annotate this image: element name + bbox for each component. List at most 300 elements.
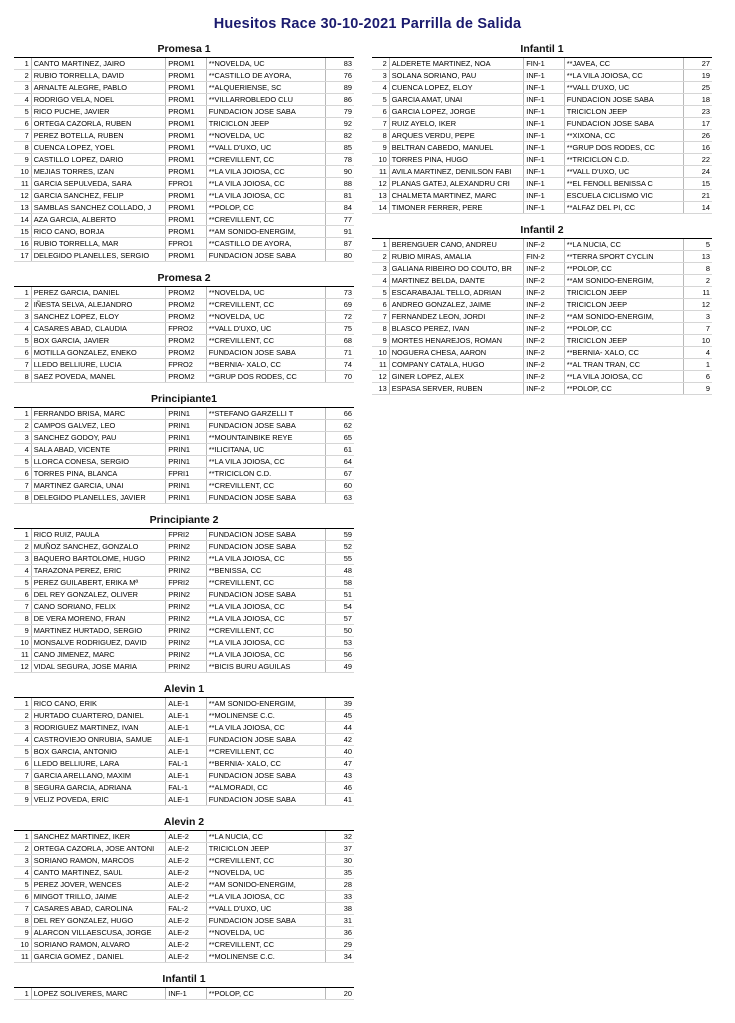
rider-name: SANCHEZ GODOY, PAU [31,432,166,444]
table-row [14,371,354,383]
rider-name: RODRIGUEZ MARTINEZ, IVAN [31,722,166,734]
table-row [372,166,712,178]
table-row [14,238,354,250]
rider-position: 3 [372,263,389,275]
rider-position: 17 [14,250,31,262]
table-row [372,311,712,323]
rider-team: **CREVILLENT, CC [206,154,325,166]
rider-number: 54 [326,601,354,613]
table-row [14,649,354,661]
rider-number: 41 [326,794,354,806]
rider-team: FUNDACION JOSE SABA [206,106,325,118]
rider-category: PROM1 [166,130,206,142]
rider-position: 9 [14,927,31,939]
table-row [14,565,354,577]
rider-number: 91 [326,226,354,238]
rider-category: PROM1 [166,226,206,238]
rider-category: FPRO1 [166,238,206,250]
rider-category: PROM1 [166,166,206,178]
rider-category: PRIN2 [166,625,206,637]
table-row [372,106,712,118]
rider-position: 2 [372,251,389,263]
rider-position: 5 [14,879,31,891]
rider-name: SAEZ POVEDA, MANEL [31,371,166,383]
rider-category: ALE-2 [166,867,206,879]
rider-number: 92 [326,118,354,130]
table-row [14,951,354,963]
rider-name: DELEGIDO PLANELLES, SERGIO [31,250,166,262]
rider-name: CASARES ABAD, CLAUDIA [31,323,166,335]
rider-name: RICO RUIZ, PAULA [31,529,166,541]
rider-name: CHALMETA MARTINEZ, MARC [389,190,524,202]
table-row [14,70,354,82]
rider-team: **POLOP, CC [564,383,683,395]
table-row [14,879,354,891]
rider-category: INF-2 [524,347,564,359]
table-row [372,335,712,347]
rider-name: ARQUES VERDU, PEPE [389,130,524,142]
rider-name: PEREZ JOVER, WENCES [31,879,166,891]
rider-number: 15 [684,178,712,190]
rider-number: 36 [326,927,354,939]
rider-team: **POLOP, CC [206,988,325,1000]
rider-position: 12 [14,190,31,202]
rider-name: IÑESTA SELVA, ALEJANDRO [31,299,166,311]
rider-position: 5 [14,456,31,468]
table-row [372,359,712,371]
rider-number: 49 [326,661,354,673]
table-row [14,408,354,420]
rider-team: **POLOP, CC [564,263,683,275]
rider-number: 7 [684,323,712,335]
table-row [372,287,712,299]
rider-name: LLEDO BELLIURE, LARA [31,758,166,770]
rider-position: 8 [372,130,389,142]
table-row [14,311,354,323]
table-row [14,927,354,939]
rider-category: PROM1 [166,202,206,214]
rider-position: 2 [14,843,31,855]
rider-name: RUBIO TORRELLA, DAVID [31,70,166,82]
table-row [14,323,354,335]
table-row [14,541,354,553]
rider-number: 52 [326,541,354,553]
rider-category: ALE-2 [166,831,206,843]
startlist-table [14,408,354,504]
rider-name: RUBIO MIRAS, AMALIA [389,251,524,263]
rider-category: INF-1 [524,142,564,154]
table-row [14,855,354,867]
table-row [14,625,354,637]
rider-team: **LA VILA JOIOSA, CC [206,613,325,625]
table-row [14,154,354,166]
rider-team: **AM SONIDO-ENERGIM, [564,275,683,287]
rider-name: MINGOT TRILLO, JAIME [31,891,166,903]
table-row [14,782,354,794]
rider-category: FPRI1 [166,468,206,480]
rider-number: 11 [684,287,712,299]
rider-category: ALE-2 [166,879,206,891]
rider-category: INF-2 [524,263,564,275]
rider-category: PROM2 [166,371,206,383]
rider-number: 21 [684,190,712,202]
startlist-table [14,831,354,963]
rider-number: 47 [326,758,354,770]
rider-position: 4 [372,275,389,287]
rider-name: TORRES PINA, HUGO [389,154,524,166]
rider-number: 31 [326,915,354,927]
rider-position: 8 [14,371,31,383]
category-block [14,42,354,262]
rider-category: FIN-2 [524,251,564,263]
rider-position: 10 [14,166,31,178]
rider-name: BERENGUER CANO, ANDREU [389,239,524,251]
rider-team: **LA VILA JOIOSA, CC [206,178,325,190]
rider-team: **VALL D'UXO, UC [206,323,325,335]
rider-category: PROM1 [166,214,206,226]
rider-number: 78 [326,154,354,166]
rider-team: **CREVILLENT, CC [206,746,325,758]
startlist-table [14,698,354,806]
rider-category: INF-2 [524,299,564,311]
table-row [14,420,354,432]
category-title: Alevin 1 [14,682,354,698]
rider-category: INF-2 [524,287,564,299]
rider-number: 2 [684,275,712,287]
rider-team: FUNDACION JOSE SABA [564,94,683,106]
category-block [14,392,354,504]
rider-name: SANCHEZ MARTINEZ, IKER [31,831,166,843]
rider-team: **BICIS BURU AGUILAS [206,661,325,673]
rider-name: MEJIAS TORRES, IZAN [31,166,166,178]
rider-category: PRIN2 [166,541,206,553]
rider-team: **AM SONIDO-ENERGIM, [206,879,325,891]
rider-category: PROM1 [166,94,206,106]
table-row [372,154,712,166]
rider-number: 51 [326,589,354,601]
rider-category: PRIN2 [166,637,206,649]
rider-team: **LA VILA JOIOSA, CC [564,70,683,82]
rider-category: FPRO2 [166,359,206,371]
rider-number: 57 [326,613,354,625]
table-row [14,891,354,903]
rider-category: PROM2 [166,299,206,311]
rider-position: 9 [14,625,31,637]
rider-category: ALE-2 [166,891,206,903]
table-row [372,347,712,359]
rider-number: 4 [684,347,712,359]
table-row [14,710,354,722]
table-row [14,94,354,106]
rider-position: 2 [14,710,31,722]
table-row [372,58,712,70]
rider-category: PRIN2 [166,661,206,673]
rider-name: CUENCA LOPEZ, ELOY [389,82,524,94]
rider-team: **NOVELDA, UC [206,867,325,879]
rider-number: 85 [326,142,354,154]
table-row [14,106,354,118]
left-column [14,42,354,1000]
rider-team: **CASTILLO DE AYORA, [206,70,325,82]
rider-number: 30 [326,855,354,867]
table-row [372,275,712,287]
rider-position: 3 [14,432,31,444]
table-row [14,166,354,178]
rider-number: 42 [326,734,354,746]
rider-position: 7 [14,903,31,915]
category-title: Infantil 2 [372,223,712,239]
startlist-table [372,239,712,395]
rider-number: 17 [684,118,712,130]
table-row [14,250,354,262]
rider-category: PROM1 [166,190,206,202]
table-row [14,202,354,214]
table-row [14,722,354,734]
rider-number: 26 [684,130,712,142]
rider-category: INF-2 [524,275,564,287]
rider-team: **LA VILA JOIOSA, CC [206,601,325,613]
rider-category: PROM1 [166,154,206,166]
rider-team: FUNDACION JOSE SABA [206,347,325,359]
rider-team: **BENISSA, CC [206,565,325,577]
rider-team: **VALL D'UXO, UC [564,166,683,178]
rider-category: FAL-1 [166,758,206,770]
rider-position: 11 [372,166,389,178]
right-column [372,42,712,395]
rider-name: FERRANDO BRISA, MARC [31,408,166,420]
rider-category: PRIN2 [166,553,206,565]
rider-team: FUNDACION JOSE SABA [206,420,325,432]
rider-number: 72 [326,311,354,323]
rider-position: 10 [372,154,389,166]
rider-team: **CREVILLENT, CC [206,299,325,311]
rider-position: 9 [372,335,389,347]
rider-number: 61 [326,444,354,456]
rider-number: 10 [684,335,712,347]
rider-number: 33 [326,891,354,903]
rider-number: 12 [684,299,712,311]
rider-position: 12 [372,371,389,383]
startlist-table [14,988,354,1000]
category-title: Infantil 1 [372,42,712,58]
rider-category: FAL-1 [166,782,206,794]
rider-position: 7 [372,118,389,130]
rider-position: 8 [14,492,31,504]
rider-team: **AM SONIDO-ENERGIM, [206,226,325,238]
rider-position: 2 [372,58,389,70]
rider-name: SALA ABAD, VICENTE [31,444,166,456]
rider-category: PROM1 [166,58,206,70]
category-block [14,972,354,1000]
rider-team: FUNDACION JOSE SABA [206,794,325,806]
rider-number: 89 [326,82,354,94]
rider-number: 24 [684,166,712,178]
rider-name: CANTO MARTINEZ, SAUL [31,867,166,879]
rider-team: **CREVILLENT, CC [206,480,325,492]
table-row [14,758,354,770]
rider-name: GARCIA SEPULVEDA, SARA [31,178,166,190]
rider-team: **AM SONIDO-ENERGIM, [564,311,683,323]
table-row [14,903,354,915]
rider-number: 45 [326,710,354,722]
rider-number: 88 [326,178,354,190]
rider-team: **TRICICLON C.D. [206,468,325,480]
results-columns [14,42,721,1000]
table-row [14,130,354,142]
rider-team: **ALQUERIENSE, SC [206,82,325,94]
table-row [372,239,712,251]
rider-name: RUBIO TORRELLA, MAR [31,238,166,250]
table-row [372,178,712,190]
rider-team: **ALMORADI, CC [206,782,325,794]
rider-position: 6 [372,299,389,311]
rider-team: **NOVELDA, UC [206,130,325,142]
rider-name: GINER LOPEZ, ALEX [389,371,524,383]
rider-category: INF-1 [524,130,564,142]
rider-category: INF-1 [524,178,564,190]
category-block [14,513,354,673]
rider-team: **MOLINENSE C.C. [206,710,325,722]
rider-team: **LA NUCIA, CC [206,831,325,843]
table-row [372,190,712,202]
rider-number: 74 [326,359,354,371]
rider-position: 11 [14,951,31,963]
category-title: Principiante 2 [14,513,354,529]
rider-category: INF-1 [524,190,564,202]
rider-category: INF-1 [524,118,564,130]
rider-position: 7 [14,601,31,613]
rider-name: HURTADO CUARTERO, DANIEL [31,710,166,722]
category-title: Promesa 1 [14,42,354,58]
rider-name: SOLANA SORIANO, PAU [389,70,524,82]
rider-category: ALE-1 [166,722,206,734]
table-row [14,444,354,456]
rider-team: **BERNIA- XALO, CC [564,347,683,359]
table-row [14,939,354,951]
table-row [14,770,354,782]
rider-number: 16 [684,142,712,154]
rider-position: 5 [14,106,31,118]
table-row [14,553,354,565]
category-block [14,271,354,383]
rider-name: RODRIGO VELA, NOEL [31,94,166,106]
rider-number: 76 [326,70,354,82]
rider-position: 10 [372,347,389,359]
rider-name: LOPEZ SOLIVERES, MARC [31,988,166,1000]
rider-name: SANCHEZ LOPEZ, ELOY [31,311,166,323]
rider-position: 4 [14,867,31,879]
rider-category: PROM1 [166,142,206,154]
table-row [14,613,354,625]
rider-position: 13 [372,383,389,395]
rider-team: **LA VILA JOIOSA, CC [564,371,683,383]
rider-team: **TRICICLON C.D. [564,154,683,166]
rider-number: 86 [326,94,354,106]
rider-number: 22 [684,154,712,166]
rider-number: 64 [326,456,354,468]
rider-team: **AL TRAN TRAN, CC [564,359,683,371]
rider-team: **ALFAZ DEL PI, CC [564,202,683,214]
rider-name: ANDREO GONZALEZ, JAIME [389,299,524,311]
rider-category: FPRO2 [166,323,206,335]
rider-name: MORTES HENAREJOS, ROMAN [389,335,524,347]
rider-team: **EL FENOLL BENISSA C [564,178,683,190]
rider-number: 82 [326,130,354,142]
startlist-table [14,529,354,673]
rider-number: 77 [326,214,354,226]
rider-team: **LA VILA JOIOSA, CC [206,649,325,661]
rider-position: 5 [372,287,389,299]
rider-number: 6 [684,371,712,383]
rider-position: 11 [14,178,31,190]
table-row [372,323,712,335]
table-row [14,468,354,480]
rider-number: 38 [326,903,354,915]
rider-position: 1 [14,831,31,843]
rider-position: 3 [372,70,389,82]
rider-position: 5 [14,577,31,589]
rider-name: MARTINEZ BELDA, DANTE [389,275,524,287]
rider-position: 4 [14,94,31,106]
rider-number: 65 [326,432,354,444]
rider-team: **LA VILA JOIOSA, CC [206,722,325,734]
table-row [14,589,354,601]
table-row [14,698,354,710]
rider-team: ESCUELA CICLISMO VIC [564,190,683,202]
rider-position: 8 [14,142,31,154]
rider-name: GARCIA ARELLANO, MAXIM [31,770,166,782]
rider-position: 7 [14,770,31,782]
rider-category: PRIN1 [166,408,206,420]
table-row [14,988,354,1000]
rider-category: ALE-1 [166,734,206,746]
rider-number: 60 [326,480,354,492]
rider-name: CASTILLO LOPEZ, DARIO [31,154,166,166]
rider-name: SAMBLAS SANCHEZ COLLADO, J [31,202,166,214]
rider-position: 9 [372,142,389,154]
table-row [14,82,354,94]
rider-category: INF-2 [524,323,564,335]
rider-number: 66 [326,408,354,420]
rider-category: PROM2 [166,335,206,347]
rider-name: PEREZ BOTELLA, RUBEN [31,130,166,142]
rider-name: ORTEGA CAZORLA, RUBEN [31,118,166,130]
rider-name: AZA GARCIA, ALBERTO [31,214,166,226]
rider-position: 4 [14,734,31,746]
rider-team: **STEFANO GARZELLI T [206,408,325,420]
rider-name: VIDAL SEGURA, JOSE MARIA [31,661,166,673]
rider-name: NOGUERA CHESA, AARON [389,347,524,359]
rider-number: 44 [326,722,354,734]
rider-name: RUIZ AYELO, IKER [389,118,524,130]
rider-name: TIMONER FERRER, PERE [389,202,524,214]
rider-category: ALE-2 [166,915,206,927]
table-row [372,82,712,94]
rider-number: 35 [326,867,354,879]
rider-name: MARTINEZ GARCIA, UNAI [31,480,166,492]
rider-team: **LA VILA JOIOSA, CC [206,190,325,202]
rider-position: 9 [14,154,31,166]
rider-number: 71 [326,347,354,359]
table-row [372,251,712,263]
table-row [14,299,354,311]
rider-number: 58 [326,577,354,589]
rider-position: 6 [14,891,31,903]
rider-name: ALDERETE MARTINEZ, NOA [389,58,524,70]
rider-category: INF-2 [524,335,564,347]
rider-category: ALE-1 [166,698,206,710]
rider-number: 8 [684,263,712,275]
